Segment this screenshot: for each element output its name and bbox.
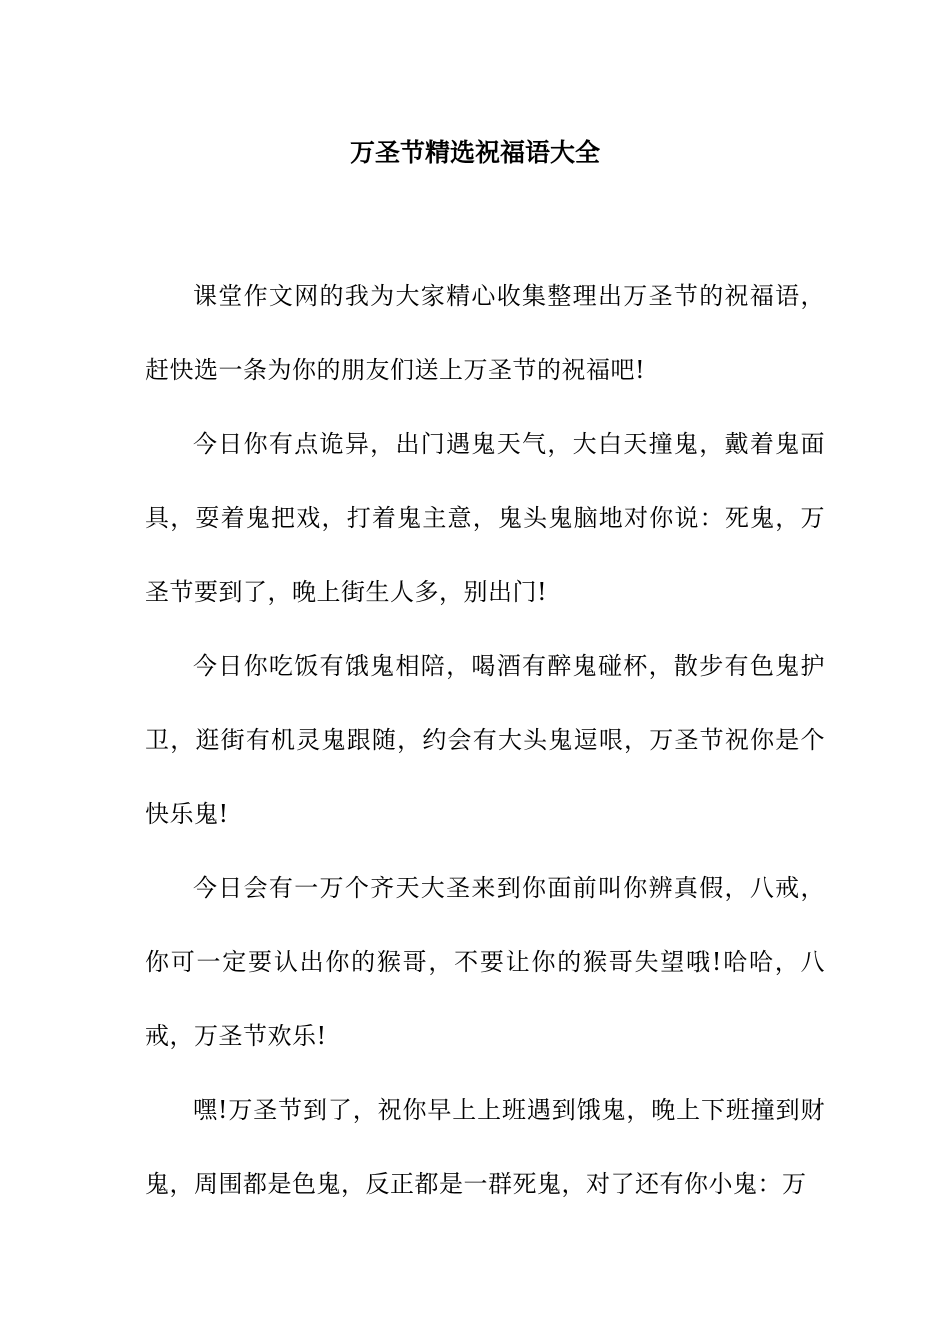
paragraph-greeting-1: 今日你有点诡异，出门遇鬼天气，大白天撞鬼，戴着鬼面具，耍着鬼把戏，打着鬼主意，鬼头鬼脑地对你说：死鬼，万圣节要到了，晚上街生人多，别出门! [145, 430, 825, 606]
paragraph-greeting-3: 今日会有一万个齐天大圣来到你面前叫你辨真假，八戒，你可一定要认出你的猴哥，不要让你的猴哥失望哦!哈哈，八戒，万圣节欢乐! [145, 874, 825, 1050]
document-title: 万圣节精选祝福语大全 [349, 138, 600, 167]
paragraph-greeting-4: 嘿!万圣节到了，祝你早上上班遇到饿鬼，晚上下班撞到财鬼，周围都是色鬼，反正都是一群死鬼，对了还有你小鬼：万 [145, 1096, 825, 1198]
document-body [145, 259, 825, 1221]
paragraph-intro: 课堂作文网的我为大家精心收集整理出万圣节的祝福语，赶快选一条为你的朋友们送上万圣节的祝福吧! [145, 282, 825, 384]
paragraph-greeting-2: 今日你吃饭有饿鬼相陪，喝酒有醉鬼碰杯，散步有色鬼护卫，逛街有机灵鬼跟随，约会有大头鬼逗哏，万圣节祝你是个快乐鬼! [145, 652, 825, 828]
